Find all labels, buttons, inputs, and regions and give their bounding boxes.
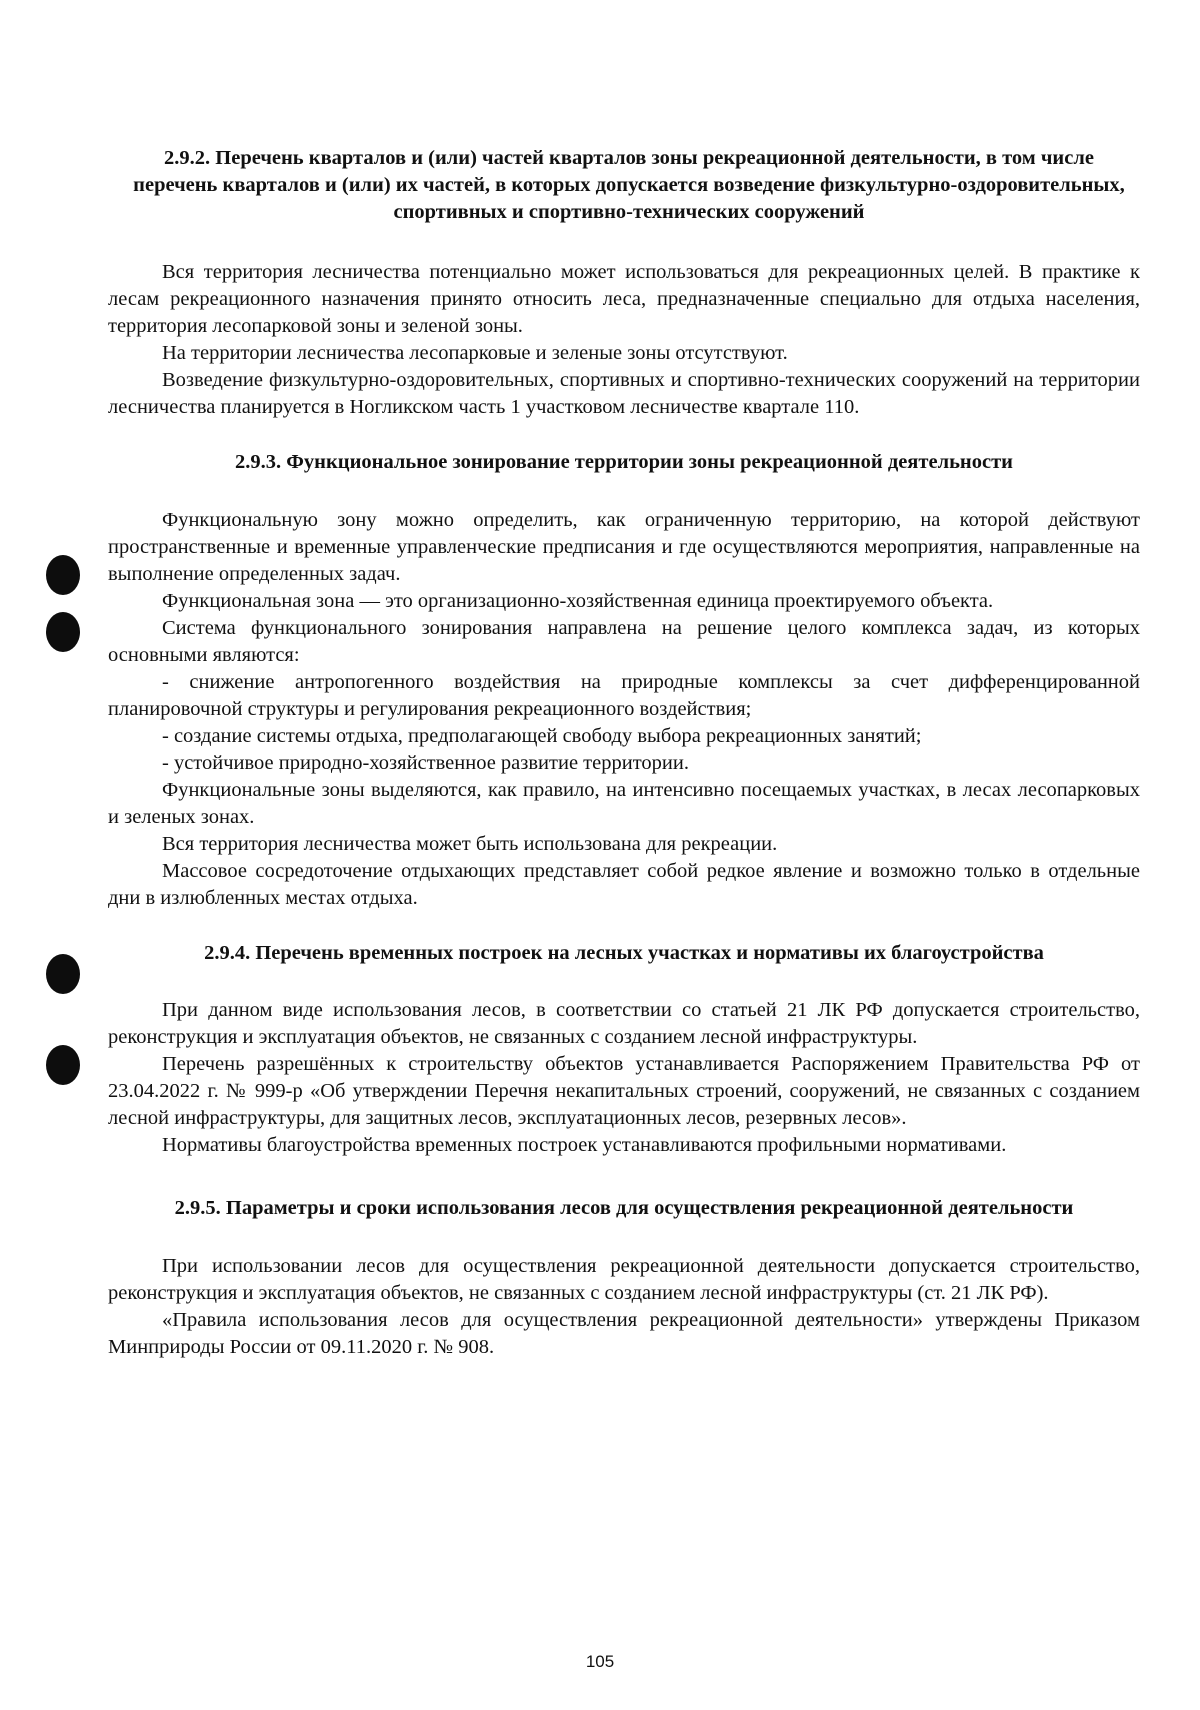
paragraph: При данном виде использования лесов, в соответствии со статьей 21 ЛК РФ допускается строительство, реконструкция и эксплуатация объектов, не связанных с созданием лесной инфраструктуры. bbox=[108, 999, 1140, 1048]
section-heading: 2.9.2. Перечень кварталов и (или) частей кварталов зоны рекреационной деятельности, в том числе перечень кварталов и (или) их частей, в которых допускается возведение физкультурно-оздоровительных, спортивных и спортивно-технических сооружений bbox=[133, 147, 1125, 223]
paragraph: Массовое сосредоточение отдыхающих представляет собой редкое явление и возможно только в отдельные дни в излюбленных местах отдыха. bbox=[108, 860, 1140, 909]
paragraph: Функциональную зону можно определить, как ограниченную территорию, на которой действуют пространственные и временные управленческие предписания и где осуществляются мероприятия, направленные на выполнение определенных задач. bbox=[108, 509, 1140, 585]
document-body bbox=[108, 145, 1140, 1361]
list-item: - устойчивое природно-хозяйственное развитие территории. bbox=[162, 752, 689, 774]
section-heading: 2.9.5. Параметры и сроки использования лесов для осуществления рекреационной деятельности bbox=[174, 1197, 1074, 1219]
paragraph: Функциональные зоны выделяются, как правило, на интенсивно посещаемых участках, в лесах лесопарковых и зеленых зонах. bbox=[108, 779, 1140, 828]
paragraph: На территории лесничества лесопарковые и зеленые зоны отсутствуют. bbox=[162, 342, 788, 364]
paragraph: Нормативы благоустройства временных построек устанавливаются профильными нормативами. bbox=[162, 1134, 1007, 1156]
section-2-9-5 bbox=[108, 1195, 1140, 1361]
page-number: 105 bbox=[585, 1652, 615, 1671]
paragraph: При использовании лесов для осуществления рекреационной деятельности допускается строительство, реконструкция и эксплуатация объектов, не связанных с созданием лесной инфраструктуры (ст. 21 ЛК РФ). bbox=[108, 1255, 1140, 1304]
list-item: - создание системы отдыха, предполагающей свободу выбора рекреационных занятий; bbox=[162, 725, 922, 747]
section-2-9-4 bbox=[108, 940, 1140, 1159]
punch-hole bbox=[46, 1045, 80, 1085]
paragraph: Система функционального зонирования направлена на решение целого комплекса задач, из которых основными являются: bbox=[108, 617, 1140, 666]
section-heading: 2.9.3. Функциональное зонирование территории зоны рекреационной деятельности bbox=[235, 451, 1013, 473]
section-heading: 2.9.4. Перечень временных построек на лесных участках и нормативы их благоустройства bbox=[204, 942, 1044, 964]
list-item: - снижение антропогенного воздействия на природные комплексы за счет дифференцированной планировочной структуры и регулирования рекреационного воздействия; bbox=[108, 671, 1140, 720]
punch-hole bbox=[46, 954, 80, 994]
paragraph: Вся территория лесничества может быть использована для рекреации. bbox=[162, 833, 778, 855]
punch-hole bbox=[46, 555, 80, 595]
paragraph: «Правила использования лесов для осуществления рекреационной деятельности» утверждены Приказом Минприроды России от 09.11.2020 г. № 908. bbox=[108, 1309, 1140, 1358]
paragraph: Возведение физкультурно-оздоровительных, спортивных и спортивно-технических сооружений на территории лесничества планируется в Ногликском часть 1 участковом лесничестве квартале 110. bbox=[108, 369, 1140, 418]
paragraph: Функциональная зона — это организационно-хозяйственная единица проектируемого объекта. bbox=[162, 590, 994, 612]
paragraph: Вся территория лесничества потенциально может использоваться для рекреационных целей. В практике к лесам рекреационного назначения принято относить леса, предназначенные специально для отдыха населения, территория лесопарковой зоны и зеленой зоны. bbox=[108, 261, 1140, 337]
paragraph: Перечень разрешённых к строительству объектов устанавливается Распоряжением Правительства РФ от 23.04.2022 г. № 999-р «Об утверждении Перечня некапитальных строений, сооружений, не связанных с созданием лесной инфраструктуры, для защитных лесов, эксплуатационных лесов, резервных лесов». bbox=[108, 1053, 1140, 1129]
section-2-9-3 bbox=[108, 449, 1140, 912]
section-2-9-2 bbox=[108, 145, 1140, 421]
punch-hole bbox=[46, 612, 80, 652]
